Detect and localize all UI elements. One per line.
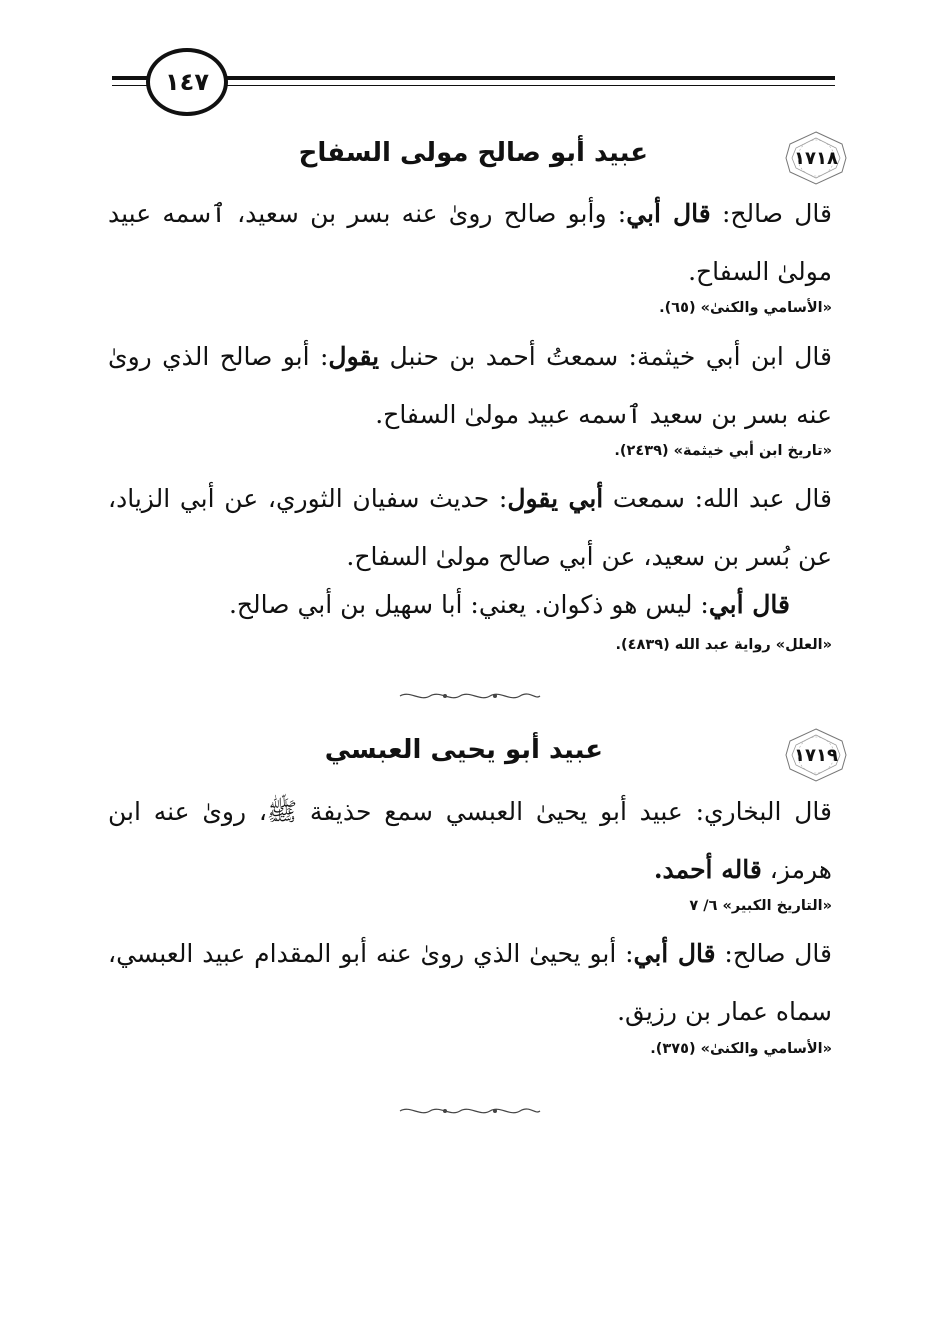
- entry-title: عبيد أبو صالح مولى السفاح: [298, 138, 648, 168]
- entry-title: عبيد أبو يحيى العبسي: [324, 735, 603, 765]
- entry-heading-1719: [108, 727, 848, 787]
- page-number: ١٤٧: [165, 68, 209, 96]
- source-citation: «تاريخ ابن أبي خيثمة» (٢٤٣٩).: [614, 443, 832, 459]
- paragraph: قال عبد الله: سمعت أبي يقول: حديث سفيان الثوري، عن أبي الزياد، عن بُسر بن سعيد، عن أبي صالح مولىٰ السفاح.: [108, 484, 833, 571]
- entry-number: ١٧١٩: [794, 744, 838, 766]
- paragraph: قال البخاري: عبيد أبو يحيىٰ العبسي سمع حذيفة ﷺ، روىٰ عنه ابن هرمز، قاله أحمد.: [108, 797, 832, 884]
- entry-heading-1718: [108, 130, 848, 190]
- divider-ornament-icon: [395, 688, 545, 704]
- page-number-circle: [146, 48, 228, 116]
- paragraph: قال أبي: ليس هو ذكوان. يعني: أبا سهيل بن أبي صالح.: [228, 590, 790, 619]
- paragraph: قال صالح: قال أبي: وأبو صالح روىٰ عنه بسر بن سعيد، ٱسمه عبيد مولىٰ السفاح.: [108, 199, 832, 286]
- paragraph: قال ابن أبي خيثمة: سمعتُ أحمد بن حنبل يقول: أبو صالح الذي روىٰ عنه بسر بن سعيد ٱسمه عبيد مولىٰ السفاح.: [108, 342, 832, 429]
- paragraph: قال صالح: قال أبي: أبو يحيىٰ الذي روىٰ عنه أبو المقدام عبيد العبسي، سماه عمار بن رزيق.: [108, 939, 832, 1026]
- source-citation: «التاريخ الكبير» ٦/ ٧: [689, 898, 832, 914]
- divider-ornament-icon: [395, 1103, 545, 1119]
- source-citation: «الأسامي والكنىٰ» (٣٧٥).: [650, 1041, 832, 1057]
- entry-number: ١٧١٨: [794, 147, 838, 169]
- source-citation: «الأسامي والكنىٰ» (٦٥).: [659, 300, 832, 316]
- entry-number-badge: [784, 727, 848, 783]
- source-citation: «العلل» رواية عبد الله (٤٨٣٩).: [615, 637, 832, 653]
- entry-number-badge: [784, 130, 848, 186]
